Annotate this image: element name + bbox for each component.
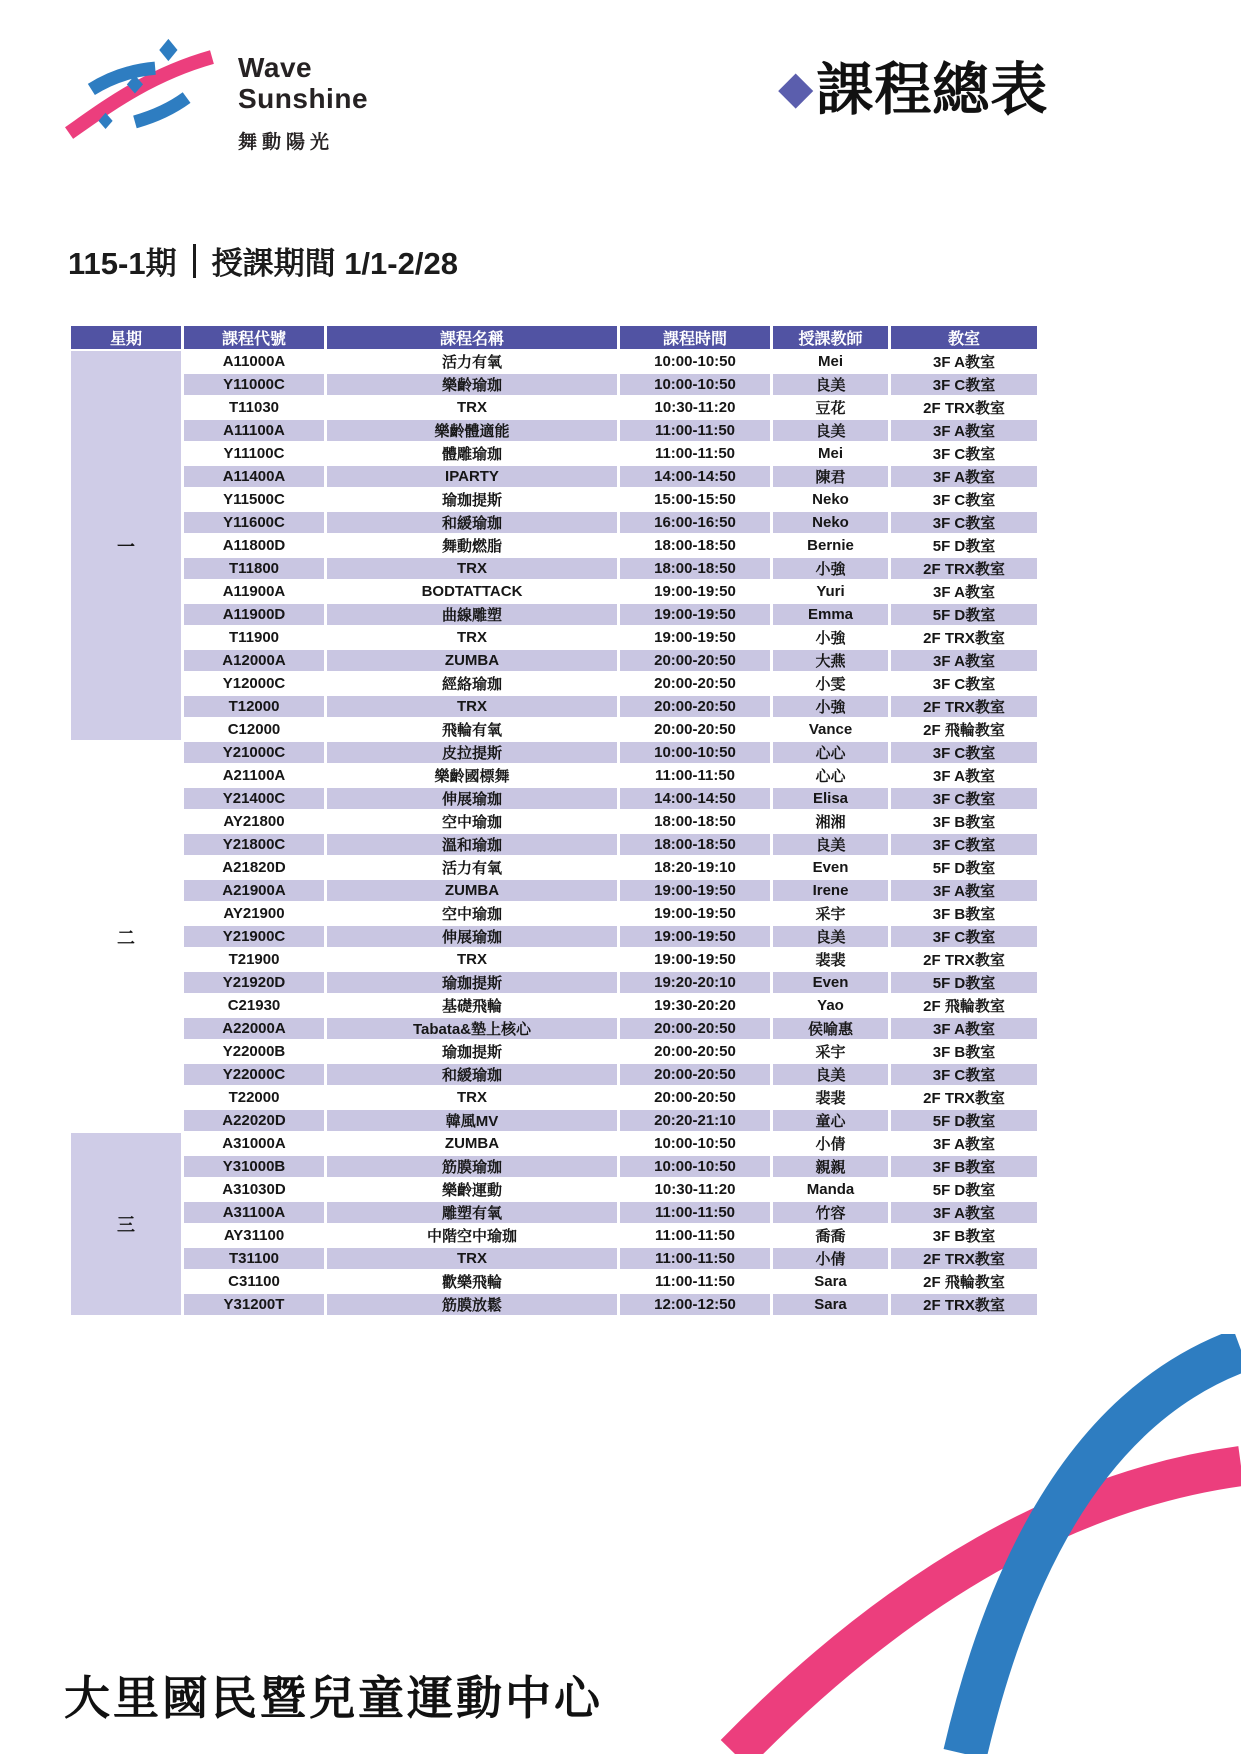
table-row	[71, 1156, 1037, 1177]
day-cell: 三	[71, 1133, 181, 1315]
cell-course-time: 19:30-20:20	[620, 995, 770, 1016]
cell-course-name: 活力有氧	[327, 351, 617, 372]
title-diamond-icon: ◆	[778, 61, 815, 113]
cell-course-code: AY31100	[184, 1225, 324, 1246]
cell-teacher: 小倩	[773, 1133, 888, 1154]
cell-course-name: TRX	[327, 949, 617, 970]
cell-teacher: 良美	[773, 374, 888, 395]
cell-course-time: 10:00-10:50	[620, 351, 770, 372]
cell-course-time: 10:00-10:50	[620, 1156, 770, 1177]
cell-course-name: 體雕瑜珈	[327, 443, 617, 464]
cell-room: 5F D教室	[891, 1110, 1037, 1131]
cell-teacher: 侯喻惠	[773, 1018, 888, 1039]
cell-room: 3F C教室	[891, 512, 1037, 533]
cell-course-time: 14:00-14:50	[620, 466, 770, 487]
column-header-course-time: 課程時間	[620, 326, 770, 349]
cell-course-time: 20:00-20:50	[620, 719, 770, 740]
cell-course-name: 飛輪有氧	[327, 719, 617, 740]
cell-room: 3F B教室	[891, 1041, 1037, 1062]
cell-teacher: 裴裴	[773, 949, 888, 970]
table-row	[71, 420, 1037, 441]
cell-course-time: 14:00-14:50	[620, 788, 770, 809]
term-range: 授課期間 1/1-2/28	[211, 246, 458, 281]
cell-course-code: Y11000C	[184, 374, 324, 395]
cell-course-name: BODTATTACK	[327, 581, 617, 602]
table-row	[71, 1202, 1037, 1223]
cell-course-code: A11100A	[184, 420, 324, 441]
cell-course-code: A21820D	[184, 857, 324, 878]
cell-course-time: 10:00-10:50	[620, 742, 770, 763]
cell-room: 3F C教室	[891, 834, 1037, 855]
cell-room: 3F C教室	[891, 673, 1037, 694]
cell-course-name: IPARTY	[327, 466, 617, 487]
cell-course-time: 11:00-11:50	[620, 1202, 770, 1223]
cell-course-name: 瑜珈提斯	[327, 972, 617, 993]
cell-course-code: A11400A	[184, 466, 324, 487]
table-row	[71, 1110, 1037, 1131]
table-row	[71, 1225, 1037, 1246]
table-row	[71, 811, 1037, 832]
cell-course-code: T21900	[184, 949, 324, 970]
cell-course-time: 10:30-11:20	[620, 1179, 770, 1200]
cell-teacher: 小強	[773, 696, 888, 717]
table-row	[71, 949, 1037, 970]
cell-course-code: A31100A	[184, 1202, 324, 1223]
cell-teacher: Bernie	[773, 535, 888, 556]
cell-course-name: 筋膜瑜珈	[327, 1156, 617, 1177]
cell-course-name: 經絡瑜珈	[327, 673, 617, 694]
cell-room: 3F A教室	[891, 880, 1037, 901]
cell-course-name: 樂齡瑜珈	[327, 374, 617, 395]
cell-course-code: A11900A	[184, 581, 324, 602]
cell-course-name: 韓風MV	[327, 1110, 617, 1131]
schedule-table-body	[71, 351, 1037, 1315]
cell-room: 3F C教室	[891, 1064, 1037, 1085]
day-cell: 二	[71, 742, 181, 1131]
cell-teacher: 采宇	[773, 1041, 888, 1062]
cell-course-time: 11:00-11:50	[620, 443, 770, 464]
table-row	[71, 512, 1037, 533]
cell-room: 3F C教室	[891, 443, 1037, 464]
table-row	[71, 1087, 1037, 1108]
cell-room: 3F B教室	[891, 811, 1037, 832]
cell-teacher: Yuri	[773, 581, 888, 602]
table-row	[71, 1133, 1037, 1154]
cell-room: 2F TRX教室	[891, 627, 1037, 648]
cell-room: 3F A教室	[891, 351, 1037, 372]
cell-course-code: Y21920D	[184, 972, 324, 993]
cell-teacher: 良美	[773, 834, 888, 855]
cell-course-name: TRX	[327, 696, 617, 717]
cell-room: 2F TRX教室	[891, 1294, 1037, 1315]
table-row	[71, 719, 1037, 740]
cell-course-code: Y31200T	[184, 1294, 324, 1315]
cell-course-name: 歡樂飛輪	[327, 1271, 617, 1292]
cell-room: 5F D教室	[891, 604, 1037, 625]
cell-course-name: 曲線雕塑	[327, 604, 617, 625]
cell-room: 5F D教室	[891, 535, 1037, 556]
cell-teacher: 良美	[773, 1064, 888, 1085]
cell-room: 3F B教室	[891, 903, 1037, 924]
cell-course-name: 伸展瑜珈	[327, 788, 617, 809]
cell-teacher: 湘湘	[773, 811, 888, 832]
cell-room: 3F A教室	[891, 765, 1037, 786]
cell-room: 3F A教室	[891, 466, 1037, 487]
wave-sunshine-logo	[64, 36, 216, 144]
cell-teacher: 豆花	[773, 397, 888, 418]
table-row	[71, 650, 1037, 671]
cell-course-name: 樂齡運動	[327, 1179, 617, 1200]
column-header-course-code: 課程代號	[184, 326, 324, 349]
cell-course-code: A11900D	[184, 604, 324, 625]
column-header-day: 星期	[71, 326, 181, 349]
cell-course-code: Y31000B	[184, 1156, 324, 1177]
cell-teacher: Sara	[773, 1271, 888, 1292]
cell-teacher: 童心	[773, 1110, 888, 1131]
cell-room: 3F C教室	[891, 926, 1037, 947]
table-row	[71, 903, 1037, 924]
schedule-table	[68, 324, 1040, 1317]
table-row	[71, 581, 1037, 602]
cell-course-name: 溫和瑜珈	[327, 834, 617, 855]
cell-teacher: Yao	[773, 995, 888, 1016]
cell-teacher: Even	[773, 857, 888, 878]
table-row	[71, 880, 1037, 901]
cell-room: 3F A教室	[891, 581, 1037, 602]
brand-line1: Wave	[238, 52, 313, 83]
table-row	[71, 351, 1037, 372]
cell-course-time: 18:20-19:10	[620, 857, 770, 878]
cell-course-time: 19:00-19:50	[620, 949, 770, 970]
brand-text	[238, 52, 368, 154]
cell-teacher: Mei	[773, 351, 888, 372]
cell-course-name: TRX	[327, 558, 617, 579]
cell-course-code: Y11500C	[184, 489, 324, 510]
cell-room: 3F B教室	[891, 1225, 1037, 1246]
cell-teacher: 小倩	[773, 1248, 888, 1269]
cell-course-code: C12000	[184, 719, 324, 740]
cell-course-time: 19:00-19:50	[620, 627, 770, 648]
cell-course-code: A22020D	[184, 1110, 324, 1131]
cell-course-code: A21100A	[184, 765, 324, 786]
cell-room: 3F A教室	[891, 1202, 1037, 1223]
cell-course-time: 19:20-20:10	[620, 972, 770, 993]
cell-course-time: 16:00-16:50	[620, 512, 770, 533]
cell-course-code: T22000	[184, 1087, 324, 1108]
table-row	[71, 535, 1037, 556]
cell-course-name: ZUMBA	[327, 880, 617, 901]
cell-teacher: Irene	[773, 880, 888, 901]
cell-course-code: AY21800	[184, 811, 324, 832]
cell-course-code: T31100	[184, 1248, 324, 1269]
cell-room: 3F A教室	[891, 1018, 1037, 1039]
table-row	[71, 1294, 1037, 1315]
cell-course-time: 18:00-18:50	[620, 535, 770, 556]
cell-course-time: 19:00-19:50	[620, 903, 770, 924]
cell-course-name: 筋膜放鬆	[327, 1294, 617, 1315]
cell-course-name: 瑜珈提斯	[327, 1041, 617, 1062]
cell-course-name: 活力有氧	[327, 857, 617, 878]
cell-course-code: Y11600C	[184, 512, 324, 533]
cell-course-time: 20:00-20:50	[620, 1087, 770, 1108]
cell-course-code: T12000	[184, 696, 324, 717]
cell-teacher: 小強	[773, 627, 888, 648]
cell-course-code: T11030	[184, 397, 324, 418]
table-row	[71, 466, 1037, 487]
table-row	[71, 1018, 1037, 1039]
cell-course-time: 11:00-11:50	[620, 1248, 770, 1269]
cell-room: 3F A教室	[891, 650, 1037, 671]
cell-course-name: 和緩瑜珈	[327, 1064, 617, 1085]
cell-teacher: 采宇	[773, 903, 888, 924]
cell-course-code: A21900A	[184, 880, 324, 901]
table-row	[71, 742, 1037, 763]
column-header-room: 教室	[891, 326, 1037, 349]
cell-course-time: 19:00-19:50	[620, 581, 770, 602]
cell-course-time: 20:00-20:50	[620, 650, 770, 671]
cell-course-name: TRX	[327, 1087, 617, 1108]
cell-course-code: Y11100C	[184, 443, 324, 464]
cell-course-time: 18:00-18:50	[620, 558, 770, 579]
cell-teacher: 良美	[773, 420, 888, 441]
table-row	[71, 1041, 1037, 1062]
cell-course-time: 18:00-18:50	[620, 811, 770, 832]
cell-course-name: Tabata&墊上核心	[327, 1018, 617, 1039]
subtitle-divider	[193, 244, 196, 278]
center-name: 大里國民暨兒童運動中心	[64, 1672, 603, 1724]
cell-course-time: 20:00-20:50	[620, 696, 770, 717]
cell-room: 3F A教室	[891, 1133, 1037, 1154]
cell-course-name: 舞動燃脂	[327, 535, 617, 556]
cell-course-code: Y21400C	[184, 788, 324, 809]
cell-teacher: Even	[773, 972, 888, 993]
cell-course-code: Y21900C	[184, 926, 324, 947]
term-period: 115-1期	[68, 246, 177, 281]
cell-course-code: Y21800C	[184, 834, 324, 855]
cell-teacher: Mei	[773, 443, 888, 464]
logo-sparkle-top	[159, 39, 177, 61]
table-row	[71, 673, 1037, 694]
cell-teacher: Neko	[773, 489, 888, 510]
cell-room: 5F D教室	[891, 857, 1037, 878]
cell-course-code: A11800D	[184, 535, 324, 556]
cell-course-name: ZUMBA	[327, 650, 617, 671]
cell-teacher: Manda	[773, 1179, 888, 1200]
cell-course-code: Y12000C	[184, 673, 324, 694]
cell-course-code: T11800	[184, 558, 324, 579]
cell-course-name: 雕塑有氧	[327, 1202, 617, 1223]
cell-course-time: 20:00-20:50	[620, 1041, 770, 1062]
cell-teacher: Elisa	[773, 788, 888, 809]
table-row	[71, 627, 1037, 648]
brand-chinese: 舞動陽光	[238, 131, 335, 153]
cell-room: 2F TRX教室	[891, 949, 1037, 970]
cell-room: 5F D教室	[891, 1179, 1037, 1200]
table-row	[71, 1248, 1037, 1269]
cell-course-name: TRX	[327, 627, 617, 648]
cell-room: 2F TRX教室	[891, 696, 1037, 717]
footer-swoosh-decoration	[641, 1334, 1241, 1754]
cell-course-time: 20:00-20:50	[620, 673, 770, 694]
cell-teacher: 大燕	[773, 650, 888, 671]
cell-teacher: 心心	[773, 765, 888, 786]
cell-teacher: 裴裴	[773, 1087, 888, 1108]
column-header-course-name: 課程名稱	[327, 326, 617, 349]
cell-teacher: 小強	[773, 558, 888, 579]
cell-room: 3F C教室	[891, 788, 1037, 809]
cell-teacher: 小雯	[773, 673, 888, 694]
cell-course-code: A12000A	[184, 650, 324, 671]
page-title-text: 課程總表	[816, 58, 1049, 122]
cell-course-time: 19:00-19:50	[620, 880, 770, 901]
term-subtitle	[68, 238, 458, 283]
cell-course-time: 20:20-21:10	[620, 1110, 770, 1131]
brand-line2: Sunshine	[238, 83, 369, 115]
cell-teacher: Vance	[773, 719, 888, 740]
cell-room: 2F 飛輪教室	[891, 1271, 1037, 1292]
cell-course-code: Y22000C	[184, 1064, 324, 1085]
table-row	[71, 1064, 1037, 1085]
table-row	[71, 972, 1037, 993]
cell-teacher: Neko	[773, 512, 888, 533]
cell-course-code: A22000A	[184, 1018, 324, 1039]
cell-course-name: 中階空中瑜珈	[327, 1225, 617, 1246]
cell-course-code: C31100	[184, 1271, 324, 1292]
cell-course-time: 20:00-20:50	[620, 1064, 770, 1085]
cell-course-time: 10:00-10:50	[620, 374, 770, 395]
table-row	[71, 857, 1037, 878]
cell-course-time: 12:00-12:50	[620, 1294, 770, 1315]
cell-course-code: A11000A	[184, 351, 324, 372]
cell-course-time: 15:00-15:50	[620, 489, 770, 510]
cell-room: 2F TRX教室	[891, 1248, 1037, 1269]
cell-course-name: 伸展瑜珈	[327, 926, 617, 947]
table-row	[71, 696, 1037, 717]
table-row	[71, 558, 1037, 579]
cell-course-name: 樂齡體適能	[327, 420, 617, 441]
cell-course-time: 20:00-20:50	[620, 1018, 770, 1039]
cell-room: 2F 飛輪教室	[891, 995, 1037, 1016]
cell-course-time: 18:00-18:50	[620, 834, 770, 855]
cell-course-time: 11:00-11:50	[620, 765, 770, 786]
cell-room: 3F C教室	[891, 489, 1037, 510]
cell-course-code: Y21000C	[184, 742, 324, 763]
table-row	[71, 397, 1037, 418]
cell-course-time: 11:00-11:50	[620, 1225, 770, 1246]
cell-course-name: 樂齡國標舞	[327, 765, 617, 786]
table-row	[71, 489, 1037, 510]
cell-course-time: 19:00-19:50	[620, 604, 770, 625]
cell-room: 2F TRX教室	[891, 1087, 1037, 1108]
cell-course-code: T11900	[184, 627, 324, 648]
cell-course-name: 空中瑜珈	[327, 903, 617, 924]
cell-course-name: 皮拉提斯	[327, 742, 617, 763]
cell-room: 2F 飛輪教室	[891, 719, 1037, 740]
table-row	[71, 1179, 1037, 1200]
day-cell: 一	[71, 351, 181, 740]
table-row	[71, 926, 1037, 947]
cell-room: 3F B教室	[891, 1156, 1037, 1177]
table-row	[71, 1271, 1037, 1292]
cell-course-name: 瑜珈提斯	[327, 489, 617, 510]
cell-course-code: AY21900	[184, 903, 324, 924]
cell-room: 3F C教室	[891, 374, 1037, 395]
cell-course-time: 11:00-11:50	[620, 420, 770, 441]
cell-room: 2F TRX教室	[891, 397, 1037, 418]
cell-teacher: 親親	[773, 1156, 888, 1177]
cell-course-time: 10:30-11:20	[620, 397, 770, 418]
cell-teacher: 陳君	[773, 466, 888, 487]
table-row	[71, 834, 1037, 855]
cell-teacher: Sara	[773, 1294, 888, 1315]
cell-course-name: 基礎飛輪	[327, 995, 617, 1016]
column-header-teacher: 授課教師	[773, 326, 888, 349]
cell-course-time: 11:00-11:50	[620, 1271, 770, 1292]
cell-course-code: A31000A	[184, 1133, 324, 1154]
cell-course-name: 空中瑜珈	[327, 811, 617, 832]
cell-course-time: 19:00-19:50	[620, 926, 770, 947]
cell-course-code: Y22000B	[184, 1041, 324, 1062]
header-row	[71, 326, 1037, 349]
cell-course-name: 和緩瑜珈	[327, 512, 617, 533]
cell-teacher: Emma	[773, 604, 888, 625]
table-row	[71, 604, 1037, 625]
table-row	[71, 765, 1037, 786]
table-row	[71, 788, 1037, 809]
cell-course-code: A31030D	[184, 1179, 324, 1200]
cell-room: 5F D教室	[891, 972, 1037, 993]
cell-teacher: 竹容	[773, 1202, 888, 1223]
cell-room: 3F A教室	[891, 420, 1037, 441]
table-row	[71, 995, 1037, 1016]
cell-course-name: TRX	[327, 397, 617, 418]
cell-course-name: ZUMBA	[327, 1133, 617, 1154]
table-row	[71, 443, 1037, 464]
logo-blue-lower-swoosh	[135, 98, 187, 122]
cell-teacher: 喬喬	[773, 1225, 888, 1246]
cell-room: 3F C教室	[891, 742, 1037, 763]
cell-course-name: TRX	[327, 1248, 617, 1269]
cell-course-time: 10:00-10:50	[620, 1133, 770, 1154]
cell-room: 2F TRX教室	[891, 558, 1037, 579]
page-title	[778, 44, 1048, 126]
cell-course-code: C21930	[184, 995, 324, 1016]
table-row	[71, 374, 1037, 395]
cell-teacher: 心心	[773, 742, 888, 763]
cell-teacher: 良美	[773, 926, 888, 947]
